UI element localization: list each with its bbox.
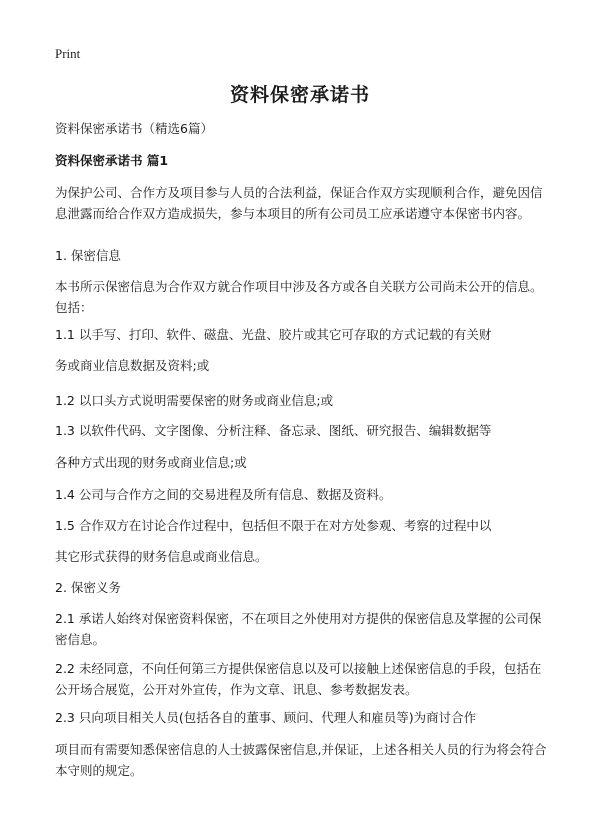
clause-1-5: 1.5 合作双方在讨论合作过程中，包括但不限于在对方处参观、考察的过程中以 (55, 518, 492, 533)
clause-1-1: 1.1 以手写、打印、软件、磁盘、光盘、胶片或其它可存取的方式记载的有关财 (55, 327, 492, 342)
print-label: Print (55, 46, 81, 61)
clause-1-3-cont: 各种方式出现的财务或商业信息;或 (55, 455, 247, 470)
clause-2-3-cont: 项目而有需要知悉保密信息的人士披露保密信息,并保证，上述各相关人员的行为将会符合本守则的规定。 (55, 742, 547, 778)
clause-2-2: 2.2 未经同意，不向任何第三方提供保密信息以及可以接触上述保密信息的手段，包括在公开场合展览，公开对外宣传，作为文章、讯息、参考数据发表。 (55, 661, 542, 697)
clause-2-3: 2.3 只向项目相关人员(包括各自的董事、顾问、代理人和雇员等)为商讨合作 (55, 710, 477, 725)
clause-1-2: 1.2 以口头方式说明需要保密的财务或商业信息;或 (55, 393, 334, 408)
document-title: 资料保密承诺书 (229, 84, 370, 106)
paragraph-intro: 为保护公司、合作方及项目参与人员的合法利益，保证合作双方实现顺利合作，避免因信息泄露而给合作双方造成损失，参与本项目的所有公司员工应承诺遵守本保密书内容。 (55, 185, 543, 221)
clause-2-1: 2.1 承诺人始终对保密资料保密，不在项目之外使用对方提供的保密信息及掌握的公司保密信息。 (55, 611, 542, 647)
heading-confidential-info: 1. 保密信息 (55, 248, 121, 263)
clause-1-4: 1.4 公司与合作方之间的交易进程及所有信息、数据及资料。 (55, 487, 392, 502)
heading-confidentiality-obligations: 2. 保密义务 (55, 580, 121, 595)
clause-1-1-cont: 务或商业信息数据及资料;或 (55, 358, 210, 373)
clause-1-5-cont: 其它形式获得的财务信息或商业信息。 (55, 549, 268, 564)
paragraph-definition: 本书所示保密信息为合作双方就合作项目中涉及各方或各自关联方公司尚未公开的信息。包括： (55, 279, 543, 315)
clause-1-3: 1.3 以软件代码、文字图像、分析注释、备忘录、图纸、研究报告、编辑数据等 (55, 423, 492, 438)
section-heading: 资料保密承诺书 篇1 (55, 153, 169, 168)
document-subtitle: 资料保密承诺书（精选6篇） (55, 121, 213, 136)
